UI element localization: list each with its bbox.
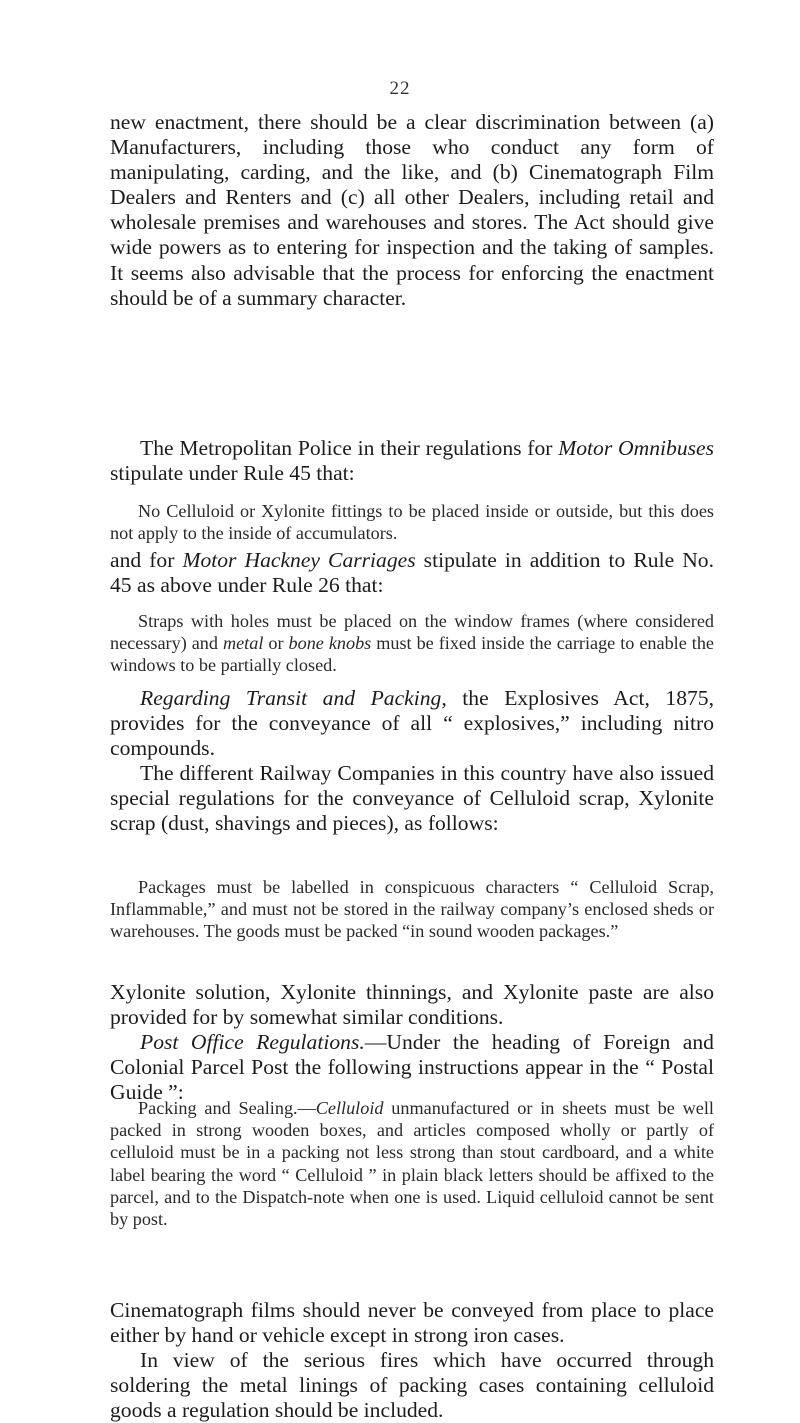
packing-italic: Celluloid [315, 1098, 384, 1118]
rule-45-text: No Celluloid or Xylonite fittings to be placed inside or outside, but this does not apply to the inside of accumulators. [110, 501, 714, 544]
xylonite-text: Xylonite solution, Xylonite thinnings, and Xylonite paste are also provided for by somewhat similar conditions. [110, 980, 714, 1030]
rule-26-mid: or [263, 633, 289, 654]
page-number: 22 [389, 78, 411, 99]
post-office-text [110, 1030, 714, 1105]
hackney-italic: Motor Hackney Carriages [182, 548, 416, 572]
hackney-text [110, 548, 714, 598]
hackney-post: stipulate in addition to Rule No. 45 as above under Rule 26 that: [110, 548, 714, 598]
rule-26-italic-metal: metal [222, 633, 264, 654]
cinematograph-text: Cinematograph films should never be conveyed from place to place either by hand or vehicle except in strong iron cases. [110, 1298, 714, 1348]
packing-post: unmanufactured or in sheets must be well packed in strong wooden boxes, and articles composed wholly or partly of celluloid must be in a packing not less strong than stout cardboard, and a white label bearing the word “ Celluloid ” in plain black letters should be affixed to the parcel, and to the Dispatch-note when one is used. Liquid celluloid cannot be sent by post. [110, 1098, 714, 1230]
post-office-italic: Post Office Regulations. [140, 1030, 365, 1055]
paragraph-cinematograph [110, 1298, 714, 1423]
rule-26-italic-knobs: bone knobs [288, 633, 372, 654]
paragraph-xylonite [110, 980, 714, 1105]
omnibuses-pre: The Metropolitan Police in their regulations for [140, 436, 559, 460]
post-office-post: —Under the heading of Foreign and Colonial Parcel Post the following instructions appear in the “ Postal Guide ”: [110, 1030, 714, 1105]
omnibuses-post: stipulate under Rule 45 that: [110, 461, 355, 486]
railway-text: The different Railway Companies in this country have also issued special regulations for the conveyance of Celluloid scrap, Xylonite scrap (dust, shavings and pieces), as follows: [110, 761, 714, 836]
omnibuses-text [110, 436, 714, 486]
paragraph-transit [110, 686, 714, 837]
transit-post: the Explosives Act, 1875, provides for the conveyance of all “ explosives,” including nitro compounds. [110, 686, 715, 761]
quote-packing [110, 1097, 714, 1230]
rule-26-pre: Straps with holes must be placed on the window frames (where considered necessary) and [110, 611, 714, 654]
soldering-text: In view of the serious fires which have occurred through soldering the metal linings of packing cases containing celluloid goods a regulation should be included. [110, 1348, 714, 1423]
packing-pre: Packing and Sealing.— [138, 1098, 316, 1118]
rule-26-text [110, 610, 714, 677]
quote-rule-45 [110, 500, 714, 544]
railway-quote-text: Packages must be labelled in conspicuous characters “ Celluloid Scrap, Inflammable,” and must not be stored in the railway company’s enclosed sheds or warehouses. The goods must be packed “in sound wooden packages.” [110, 877, 714, 942]
paragraph-enactment [110, 110, 714, 311]
paragraph-omnibuses [110, 436, 714, 486]
hackney-pre: and for [110, 548, 183, 572]
omnibuses-italic: Motor Omnibuses [558, 436, 715, 460]
rule-26-post: must be fixed inside the carriage to enable the windows to be partially closed. [110, 633, 714, 676]
enactment-text: new enactment, there should be a clear discrimination between (a) Manufacturers, including those who conduct any form of manipulating, carding, and the like, and (b) Cinematograph Film Dealers and Renters and (c) all other Dealers, including retail and wholesale premises and warehouses and stores. The Act should give wide powers as to entering for inspection and the taking of samples. It seems also advisable that the process for enforcing the enactment should be of a summary character. [110, 110, 714, 310]
quote-rule-26 [110, 610, 714, 677]
quote-railway [110, 876, 714, 943]
paragraph-hackney [110, 548, 714, 598]
packing-text [110, 1097, 714, 1230]
transit-italic: Regarding Transit and Packing, [140, 686, 447, 710]
transit-text [110, 686, 714, 761]
